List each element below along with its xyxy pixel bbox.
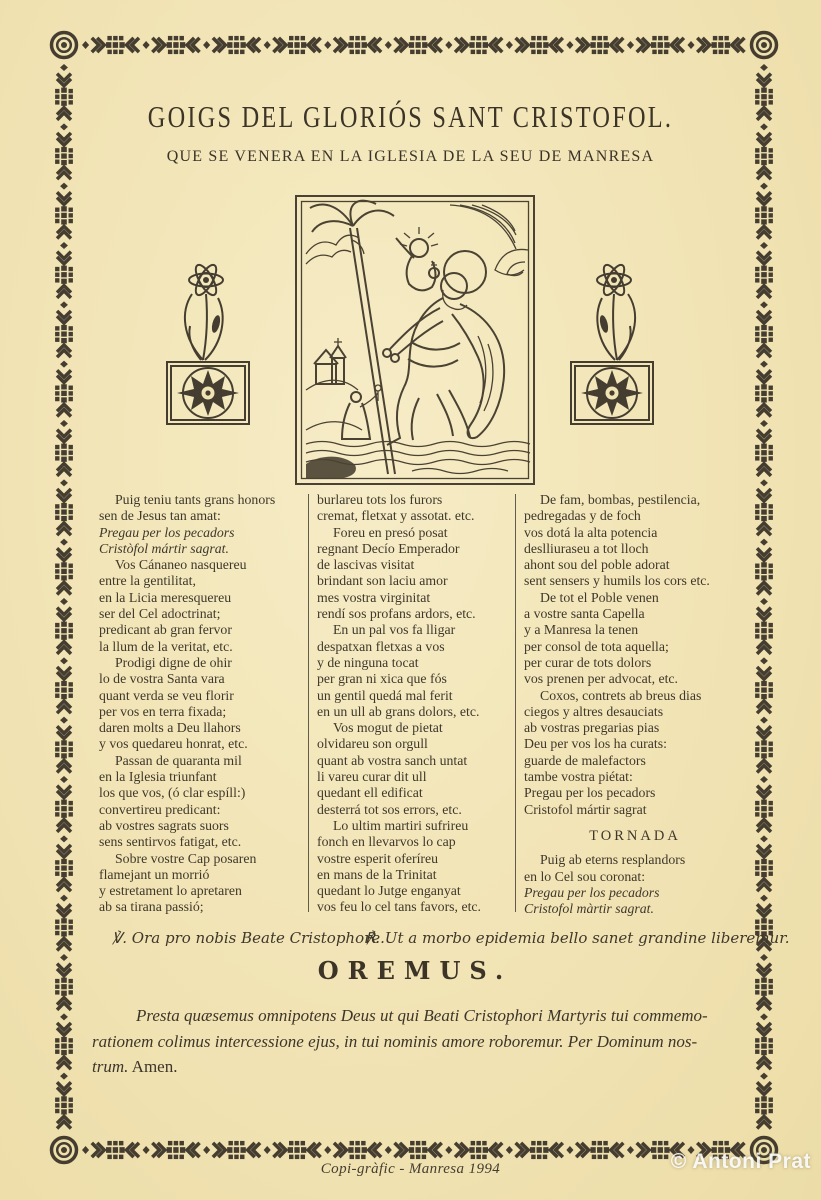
text-line: Cristofol mártir sagrat: [524, 801, 647, 817]
flower-ornament-left: [152, 242, 264, 426]
text-line: pedregadas y de foch: [524, 508, 641, 524]
text-line: burlareu tots los furors: [317, 492, 443, 507]
text-line: Cristòfol mártir sagrat.: [99, 540, 229, 556]
text-line: quedant lo Jutge enganyat: [317, 883, 461, 899]
text-line: vos dotá la alta potencia: [524, 524, 658, 540]
text-line: despatxan fletxas a vos: [317, 638, 445, 654]
text-line: desterrá tot sos errors, etc.: [317, 801, 462, 817]
imprint: Copi-gràfic - Manresa 1994: [320, 1161, 501, 1177]
response-text: ℟. Ut a morbo epidemia bello sanet grandine liberemur.: [365, 929, 790, 947]
oremus-heading: OREMUS.: [317, 956, 513, 985]
text-line: Passan de quaranta mil: [115, 752, 242, 768]
text-line: en mans de la Trinitat: [317, 866, 437, 882]
text-line: Pregau per los pecadors: [524, 785, 656, 801]
text-line: Coxos, contrets ab breus dias: [540, 687, 702, 703]
text-line: TORNADA: [589, 827, 681, 844]
text-line: lo de vostra Santa vara: [99, 671, 225, 687]
text-line: vos feu lo cel tans favors, etc.: [317, 899, 481, 915]
text-line: per gran ni xica que fós: [317, 671, 447, 687]
text-line: en la Licia meresquereu: [99, 589, 232, 605]
text-line: entre la gentilitat,: [99, 573, 196, 589]
text-line: ab vostres sagrats suors: [99, 817, 229, 833]
text-line: Sobre vostre Cap posaren: [115, 850, 257, 866]
text-line: Vos Cánaneo nasquereu: [115, 557, 247, 573]
text-line: ab vostras pregarias pias: [524, 720, 660, 736]
text-line: quedant ell edificat: [317, 785, 423, 801]
text-line: daren molts a Deu llahors: [99, 720, 241, 736]
text-line: per vos en terra fixada;: [99, 703, 227, 719]
text-line: la llum de la veritat, etc.: [99, 638, 233, 654]
verse-columns: [0, 492, 821, 922]
text-line: Foreu en presó posat: [333, 524, 448, 540]
text-line: en un ull ab grans dolors, etc.: [317, 703, 480, 719]
text-line: y a Manresa la tenen: [524, 622, 639, 638]
text-line: Vos mogut de pietat: [333, 720, 443, 736]
text-line: convertireu predicant:: [99, 801, 221, 817]
text-line: De fam, bombas, pestilencia,: [540, 492, 701, 507]
text-line: sens sentirvos fatigat, etc.: [99, 834, 242, 850]
text-line: predicant ab gran fervor: [99, 622, 232, 638]
text-line: guarde de malefactors: [524, 752, 646, 768]
woodcut-sant-cristofol: [292, 192, 538, 488]
text-line: Presta quæsemus omnipotens Deus ut qui Beati Cristophori Martyris tui commemo-: [136, 1006, 708, 1025]
verse-column-1: [99, 492, 301, 916]
text-line: rendí sos profans ardors, etc.: [317, 606, 476, 622]
text-line: sent sensers y humils los cors etc.: [524, 573, 710, 589]
text-line: y estretament lo apretaren: [99, 883, 242, 899]
text-line: mes vostra virginitat: [317, 589, 431, 605]
text-line: deslliuraseu a tot lloch: [524, 540, 649, 556]
text-line: y de ninguna tocat: [317, 654, 419, 670]
text-line: fonch en llevarvos lo cap: [317, 834, 456, 850]
text-line: rationem colimus intercessione ejus, in tui nominis amore roboremur. Per Dominum nos-: [92, 1031, 698, 1051]
text-line: un gentil quedá mal ferit: [317, 687, 453, 703]
text-line: en la Iglesia triunfant: [99, 769, 217, 785]
text-line: Cristofol màrtir sagrat.: [524, 901, 654, 917]
text-line: De tot el Poble venen: [540, 589, 659, 605]
text-line: de lascivas visitat: [317, 557, 415, 573]
column-divider-1: [308, 494, 309, 912]
page-subtitle: QUE SE VENERA EN LA IGLESIA DE LA SEU DE MANRESA: [166, 148, 655, 165]
text-line: cremat, fletxat y assotat. etc.: [317, 508, 475, 524]
text-line: En un pal vos fa lligar: [333, 622, 456, 638]
page-title: GOIGS DEL GLORIÓS SANT CRISTOFOL.: [147, 100, 674, 134]
text-line: ciegos y altres desauciats: [524, 703, 664, 719]
text-line: vostre esperit oferíreu: [317, 850, 439, 866]
text-line: sen de Jesus tan amat:: [99, 508, 221, 524]
text-line: Prodigi digne de ohir: [115, 654, 232, 670]
text-line: per consol de tota aquella;: [524, 638, 669, 654]
oremus-prayer: [92, 1003, 742, 1080]
text-line: y vos quedareu honrat, etc.: [99, 736, 248, 752]
text-line: vos prenen per advocat, etc.: [524, 671, 678, 687]
text-line: ser del Cel adoctrinat;: [99, 606, 221, 622]
text-line: li vareu curar dit ull: [317, 769, 427, 785]
verse-column-3: [524, 492, 746, 917]
text-line: olvidareu son orgull: [317, 736, 428, 752]
text-line: trum. Amen.: [92, 1057, 178, 1076]
text-line: los que vos, (ó clar espíll:): [99, 785, 246, 801]
text-line: Pregau per los pecadors: [524, 884, 660, 900]
text-line: regnant Decío Emperador: [317, 540, 460, 556]
copyright-watermark: © Antoni Prat: [670, 1150, 811, 1173]
text-line: ahont sou del poble adorat: [524, 557, 670, 573]
text-line: tambe vostra piétat:: [524, 769, 633, 785]
text-line: brindant son laciu amor: [317, 573, 448, 589]
verse-column-2: [317, 492, 511, 916]
text-line: Lo ultim martiri sufrireu: [333, 817, 469, 833]
text-line: Pregau per los pecadors: [99, 524, 235, 540]
versicle-text: ℣. Ora pro nobis Beate Cristophore.: [112, 929, 385, 947]
flower-ornament-right: [556, 242, 668, 426]
responsory-line: [0, 929, 821, 951]
text-line: per curar de tots dolors: [524, 654, 652, 670]
text-line: quant ab vostra sanch untat: [317, 752, 468, 768]
text-line: ab sa tirana passió;: [99, 899, 204, 915]
text-line: flamejant un morrió: [99, 866, 210, 882]
text-line: Deu per vos los ha curats:: [524, 736, 667, 752]
column-divider-2: [515, 494, 516, 912]
text-line: Puig teniu tants grans honors: [115, 492, 276, 507]
text-line: a vostre santa Capella: [524, 606, 645, 622]
text-line: Puig ab eterns resplandors: [540, 852, 686, 868]
text-line: en lo Cel sou coronat:: [524, 868, 646, 884]
text-line: quant verda se veu florir: [99, 687, 234, 703]
